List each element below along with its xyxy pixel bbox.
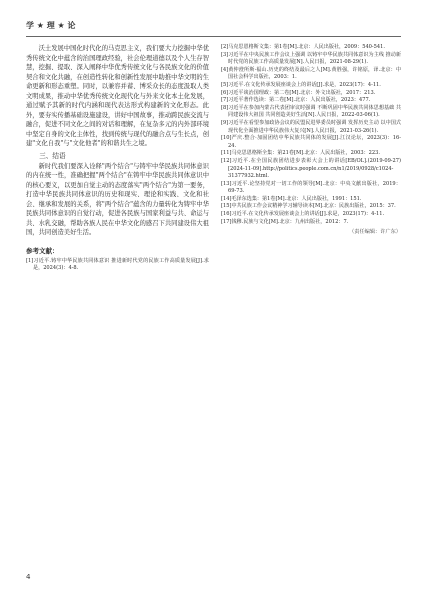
reference-item: [7]习近平著作选读：第二卷[M].北京：人民出版社，2023：477. [221,97,371,104]
reference-item: [13]习近平.论坚持党对一切工作的领导[M].北京：中央文献出版社，2019：69-73. [221,180,401,195]
paragraph: 沃土发展中国化时代化的马克思主义，我们要大力挖掘中华优秀传统文化中蕴含的治国理政经验，社会伦理道德以及个人生存智慧，挖掘、提取、深入阐释中华优秀传统文化与各民族文化的价值契合和文化共融，在创造性转化和创新性发展中助推中华文明的生命更新和形态重塑。同时，以兼容并蓄、博采众长的态度汲取人类文明成果，推动中华优秀传统文化现代化与外来文化本土化发展，通过赋予其新的时代内涵和现代表达形式构建新的文化形态。此外，要夯实传播基础设施建设，讲好中国故事，推动跨民族交流与融合，促进不同文化之间的对话和理解，在复杂多元的内外部环境中坚定自身的文化主体性，找到传统与现代的融合点与生长点，创建"文化自我"与"文化他者"的和谐共生之境。 [26,45,209,147]
editor-note: （责任编辑：许广东） [349,229,401,236]
reference-item: [4]黄仲澄所斯·福山.历史的终结及最后之人[M].黄胜强，许铭原，译.北京：中国社会科学出版社，2003：1. [221,66,401,81]
reference-item: [5]习近平.在文化传承发展座谈会上的讲话[J].求是，2023(17)：4-11. [221,81,381,88]
reference-item: [6]习近平谈治国理政：第二卷[M].北京：外文出版社，2017：213. [221,89,376,96]
reference-item: [9]习近平在看望参加政协会议的民盟民进界委员时强调 发挥历史主动 以中国式现代化全面推进中华民族伟大复兴[N].人民日报，2021-03-26(1). [221,119,401,134]
reference-item: [1]习近平.铸牢中华民族共同体意识 推进新时代党的民族工作高质量发展[J].求是，2024(3)：4-8. [26,257,209,272]
reference-item: [8]习近平在参加内蒙古代表团审议时强调 不断巩固中华民族共同体思想基础 共同建设伟大祖国 共同创造美好生活[N].人民日报，2022-03-06(1). [221,104,401,119]
references-title: 参考文献： [26,246,59,255]
reference-item: [11]马克思恩格斯全集：第21卷[M].北京：人民出版社，2003：223. [221,150,381,157]
conclusion-text [26,162,209,238]
journal-header: 学 ★ 理 ★ 论 [26,21,76,30]
reference-item: [3]习近平在中央民族工作会议上强调 以铸牢中华民族共同体意识为主线 推动新时代党的民族工作高质量发展[N].人民日报，2021-08-29(1). [221,51,401,66]
header-rule [26,36,401,37]
reference-item: [12]习近平.在全国民族团结进步表彰大会上的讲话[EB/OL].(2019-09-27)[2024-11-09].http://politics.people.com.cn/n1/2019/0928/c1024-31377932.html. [221,157,401,180]
paragraph: 新时代我们要深入诠释"两个结合"与铸牢中华民族共同体意识的内在统一性，准确把握"两个结合"在铸牢中华民族共同体意识中的核心要义，以更加自觉主动的态度落实"两个结合"为第一要务，打造中华民族共同体意识的历史和现实、理论和实践、文化和社会、继承和发展的关系，将"两个结合"蕴含的力量转化为铸牢中华民族共同体意识的自觉行动，促进各民族与国家利益与共、命运与共、水乳交融，帮助各族人民在中华文化的感召下共同建设伟大祖国，共同创造美好生活。 [26,162,209,236]
right-column [221,44,401,235]
reference-item: [14]毛泽东选集：第1卷[M].北京：人民出版社，1991：151. [221,195,362,202]
reference-item: [2]马克思恩格斯文集：第1卷[M].北京：人民出版社，2009：540-541. [221,44,385,50]
body-text [26,44,209,149]
reference-item: [10]严庆.整合·加固团结中华民族共同体的发展[J].江汉论坛，2023(3)：16-24. [221,135,401,149]
page-number: 4 [26,573,31,581]
reference-item: [17]钱穆.民族与文化[M].北京：九州出版社，2012：7. [221,218,349,225]
reference-item: [15]中共民族工作会议精神学习辅导读本[M].北京：民族出版社，2015：37. [221,203,396,210]
left-column [26,44,209,273]
section-title: 三、结语 [39,151,66,160]
reference-item: [16]习近平.在文化传承发展座谈会上的讲话[J].求是，2023(17)：4-11. [221,211,385,218]
